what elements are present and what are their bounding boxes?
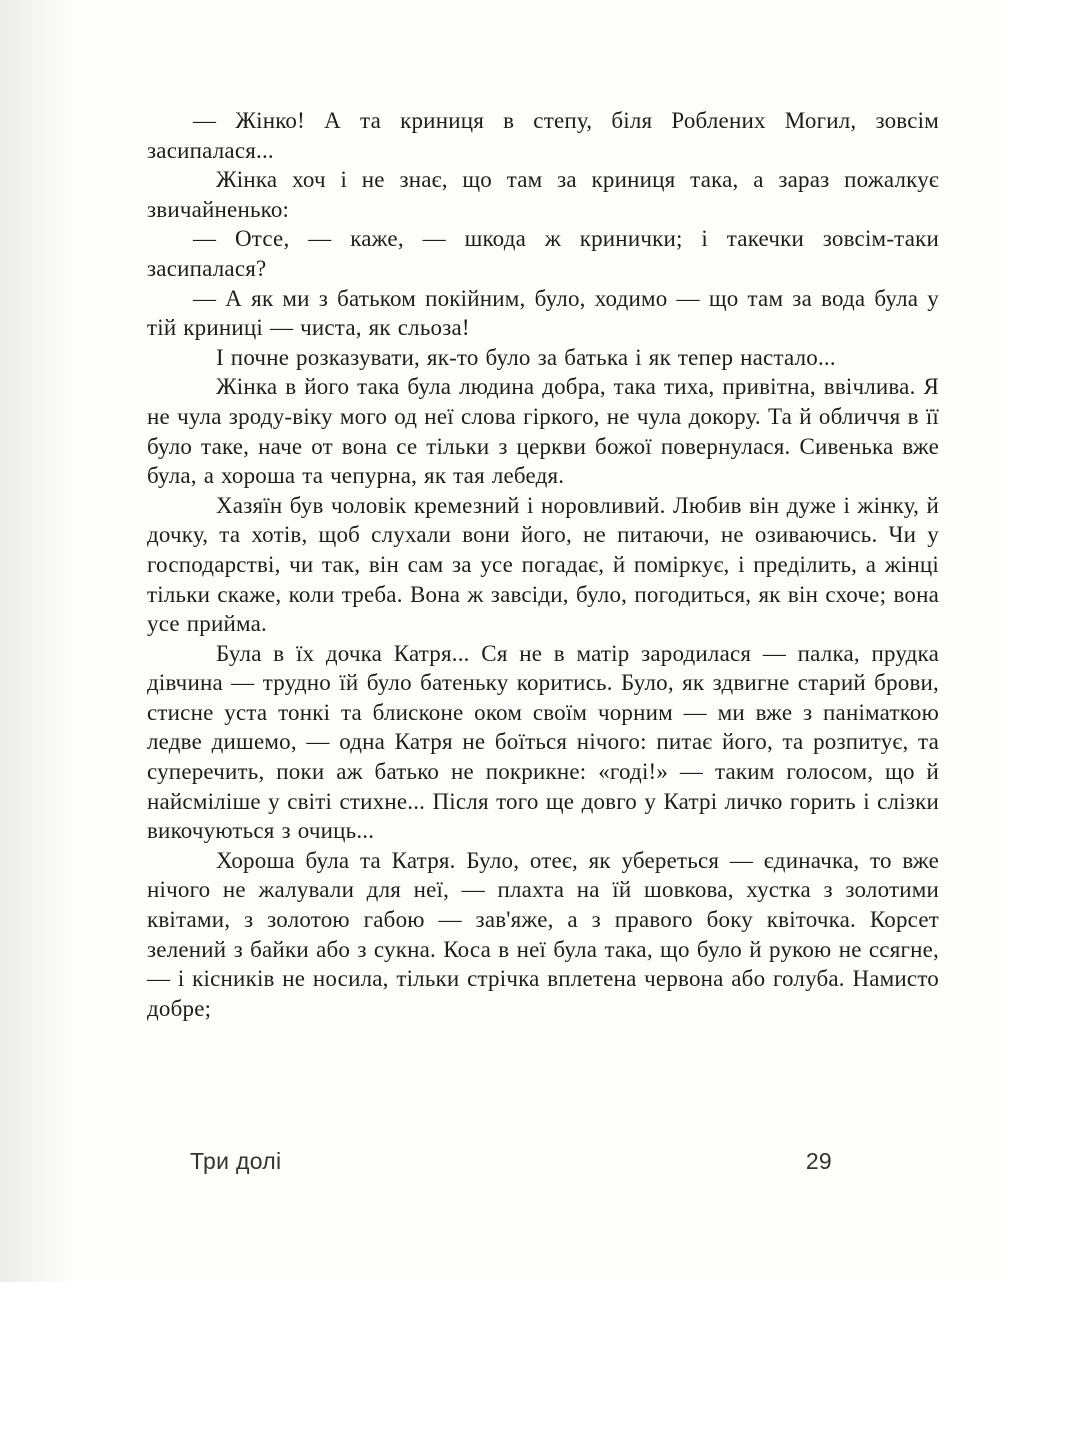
page-number: 29 bbox=[805, 1148, 832, 1174]
paragraph: Хороша була та Катря. Було, отеє, як убереться — єдиначка, то вже нічого не жалували для неї, — плахта на їй шовкова, хустка з золотими квітами, з золотою габою — зав'яже, а з правого боку квіточка. Корсет зелений з байки або з сукна. Коса в неї була така, що було й рукою не ссягне, — і кісників не носила, тільки стрічка вплетена червона або голуба. Намисто добре; bbox=[147, 847, 939, 1021]
paragraph-dialogue: — Жінко! А та криниця в степу, біля Роблених Могил, зовсім засипалася... bbox=[147, 108, 939, 163]
paragraph: Жінка в його така була людина добра, така тиха, привітна, ввічлива. Я не чула зроду-віку мого од неї слова гіркого, не чула докору. Та й обличчя в її було таке, наче от вона се тільки з церкви божої повернулася. Сивенька вже була, а хороша та чепурна, як тая лебедя. bbox=[147, 374, 939, 489]
paragraph-dialogue: — Отсе, — каже, — шкода ж кринички; і такечки зовсім-таки засипалася? bbox=[147, 226, 939, 281]
paragraph: Була в їх дочка Катря... Ся не в матір зародилася — палка, прудка дівчина — трудно їй було батеньку коритись. Було, як здвигне старий брови, стисне уста тонкі та блисконе оком своїм чорним — ми вже з паніматкою ледве дишемо, — одна Катря не боїться нічого: питає його, та розпитує, та суперечить, поки аж батько не покрикне: «годі!» — таким голосом, що й найсміліше у світі стихне... Після того ще довго у Катрі личко горить і слізки викочуються з очиць... bbox=[147, 640, 939, 844]
paragraph: Хазяїн був чоловік кремезний і норовливий. Любив він дуже і жінку, й дочку, та хотів, щоб слухали вони його, не питаючи, не озиваючись. Чи у господарстві, чи так, він сам за усе погадає, й поміркує, і преділить, а жінці тільки скаже, коли треба. Вона ж завсіди, було, погодиться, як він схоче; вона усе прийма. bbox=[147, 492, 939, 637]
scan-edge-shadow bbox=[0, 0, 72, 1282]
paragraph: І почне розказувати, як-то було за батька і як тепер настало... bbox=[216, 344, 836, 370]
paragraph-dialogue: — А як ми з батьком покійним, було, ходимо — що там за вода була у тій криниці — чиста, як сльоза! bbox=[147, 285, 939, 341]
running-title: Три долі bbox=[190, 1148, 282, 1174]
page-footer bbox=[190, 1148, 832, 1175]
body-text-block bbox=[147, 106, 939, 1023]
paragraph: Жінка хоч і не знає, що там за криниця така, а зараз пожалкує звичайненько: bbox=[147, 167, 939, 222]
